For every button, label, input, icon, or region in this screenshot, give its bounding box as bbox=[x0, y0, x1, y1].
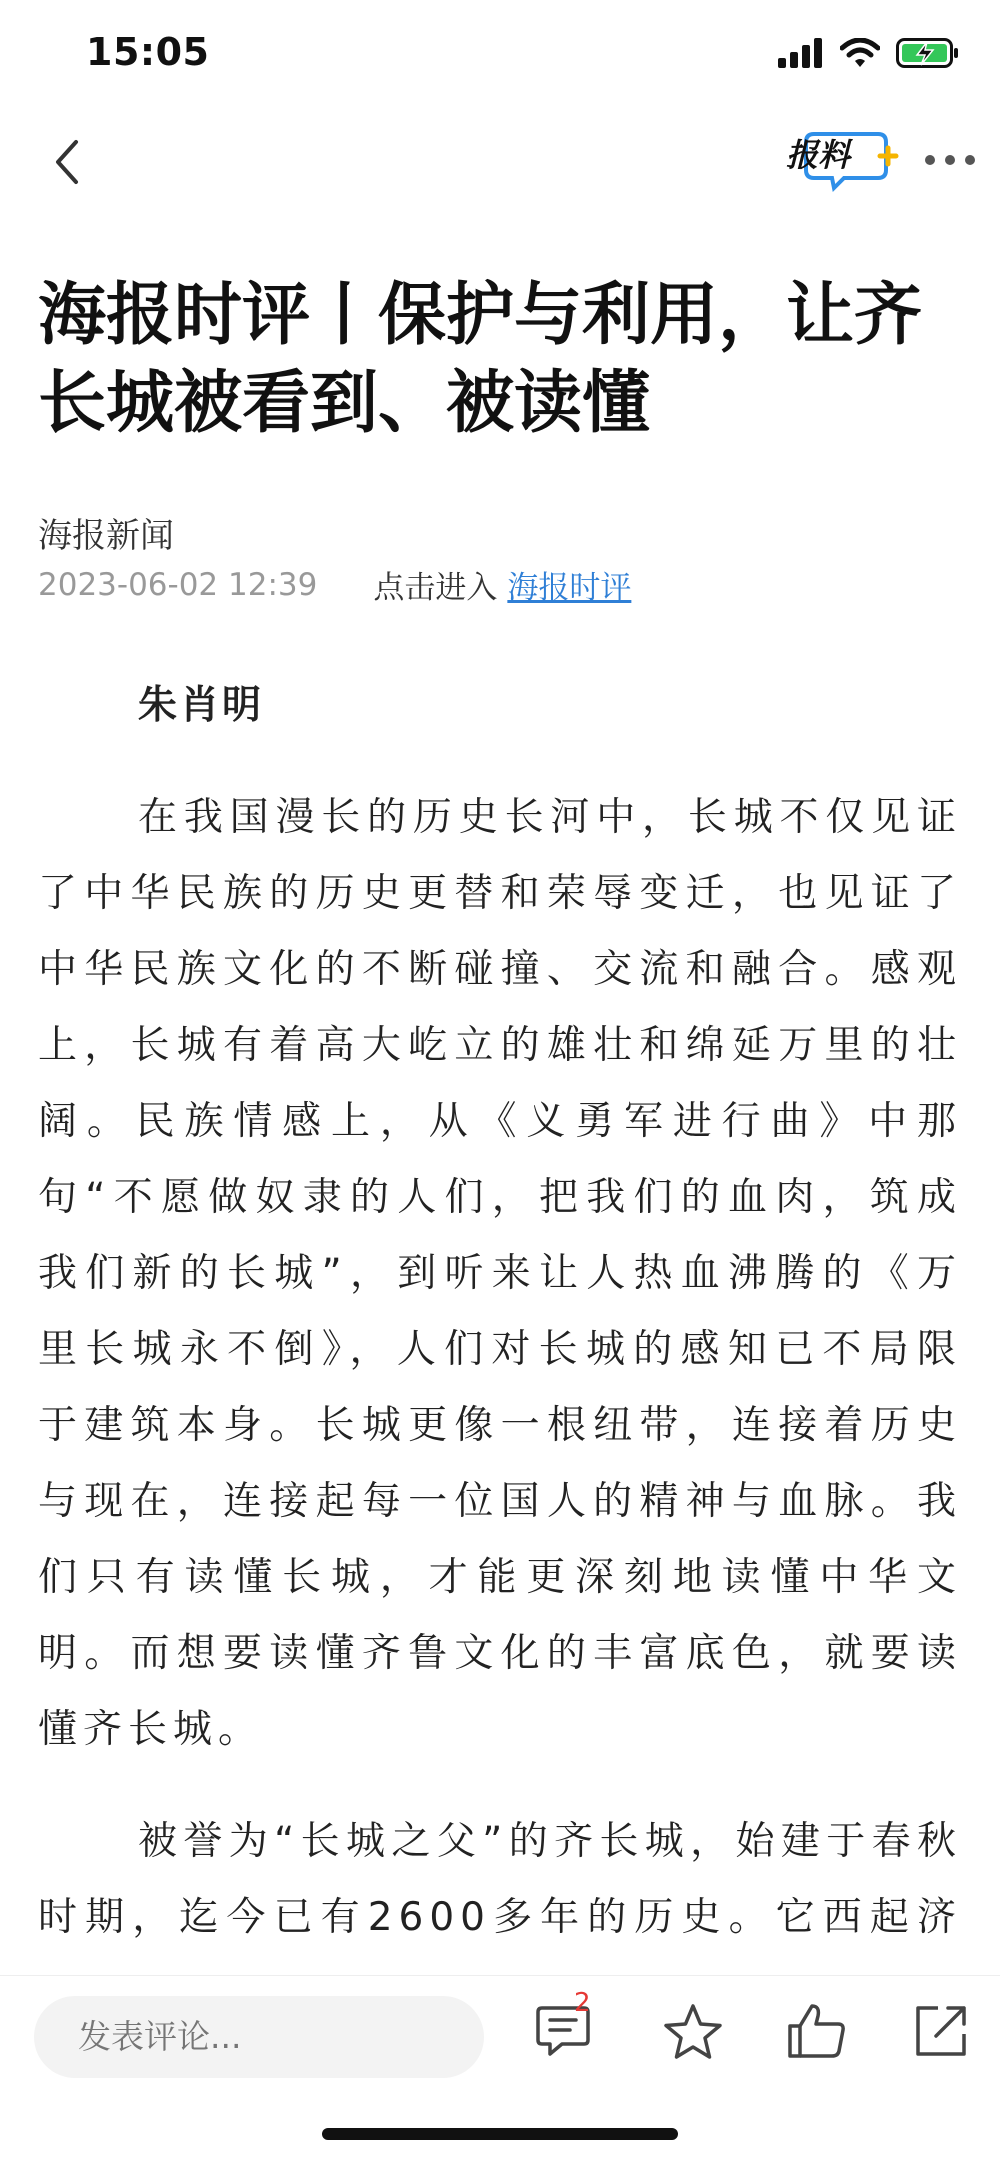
report-logo-icon bbox=[780, 128, 900, 194]
column-link[interactable]: 海报时评 bbox=[507, 570, 632, 606]
article-source: 海报新闻 bbox=[38, 516, 174, 556]
article-author: 朱肖明 bbox=[138, 683, 265, 728]
article-meta bbox=[38, 562, 631, 607]
battery-charging-icon bbox=[896, 38, 960, 68]
report-button[interactable] bbox=[780, 128, 900, 194]
article-paragraph: 被誉为“长城之父”的齐长城，始建于春秋时期，迄今已有2600多年的历史。它西起济 bbox=[38, 1819, 962, 1940]
nav-bar bbox=[0, 110, 1000, 210]
more-dots-icon bbox=[920, 140, 980, 180]
star-icon bbox=[660, 2000, 726, 2066]
report-logo-text: 报料 bbox=[786, 136, 851, 174]
article-title: 海报时评丨保护与利用，让齐长城被看到、被读懂 bbox=[38, 276, 923, 443]
back-button[interactable] bbox=[42, 132, 92, 192]
favorite-button[interactable] bbox=[660, 2000, 726, 2066]
share-icon bbox=[908, 1998, 974, 2064]
thumbs-up-icon bbox=[784, 1998, 850, 2064]
status-time: 15:05 bbox=[86, 30, 210, 74]
share-button[interactable] bbox=[908, 1998, 974, 2064]
like-button[interactable] bbox=[784, 1998, 850, 2064]
status-icons bbox=[778, 38, 960, 68]
article-body bbox=[38, 668, 962, 1968]
wifi-icon bbox=[840, 38, 880, 68]
more-button[interactable] bbox=[920, 140, 980, 180]
publish-date: 2023-06-02 12:39 bbox=[38, 566, 318, 603]
comment-button[interactable] bbox=[536, 1988, 606, 2074]
signal-icon bbox=[778, 38, 824, 68]
article-paragraph: 在我国漫长的历史长河中，长城不仅见证了中华民族的历史更替和荣辱变迁，也见证了中华民族文化的不断碰撞、交流和融合。感观上，长城有着高大屹立的雄壮和绵延万里的壮阔。民族情感上，从《义勇军进行曲》中那句“不愿做奴隶的人们，把我们的血肉，筑成我们新的长城”，到听来让人热血沸腾的《万里长城永不倒》，人们对长城的感知已不局限于建筑本身。长城更像一根纽带，连接着历史与现在，连接起每一位国人的精神与血脉。我们只有读懂长城，才能更深刻地读懂中华文明。而想要读懂齐鲁文化的丰富底色，就要读懂齐长城。 bbox=[38, 795, 962, 1752]
home-indicator[interactable] bbox=[322, 2128, 678, 2140]
status-bar bbox=[0, 0, 1000, 110]
comment-input[interactable] bbox=[34, 1996, 484, 2078]
chevron-left-icon bbox=[42, 132, 92, 192]
comment-count-badge: 2 bbox=[574, 1988, 591, 2018]
enter-column-label: 点击进入 bbox=[373, 570, 498, 606]
